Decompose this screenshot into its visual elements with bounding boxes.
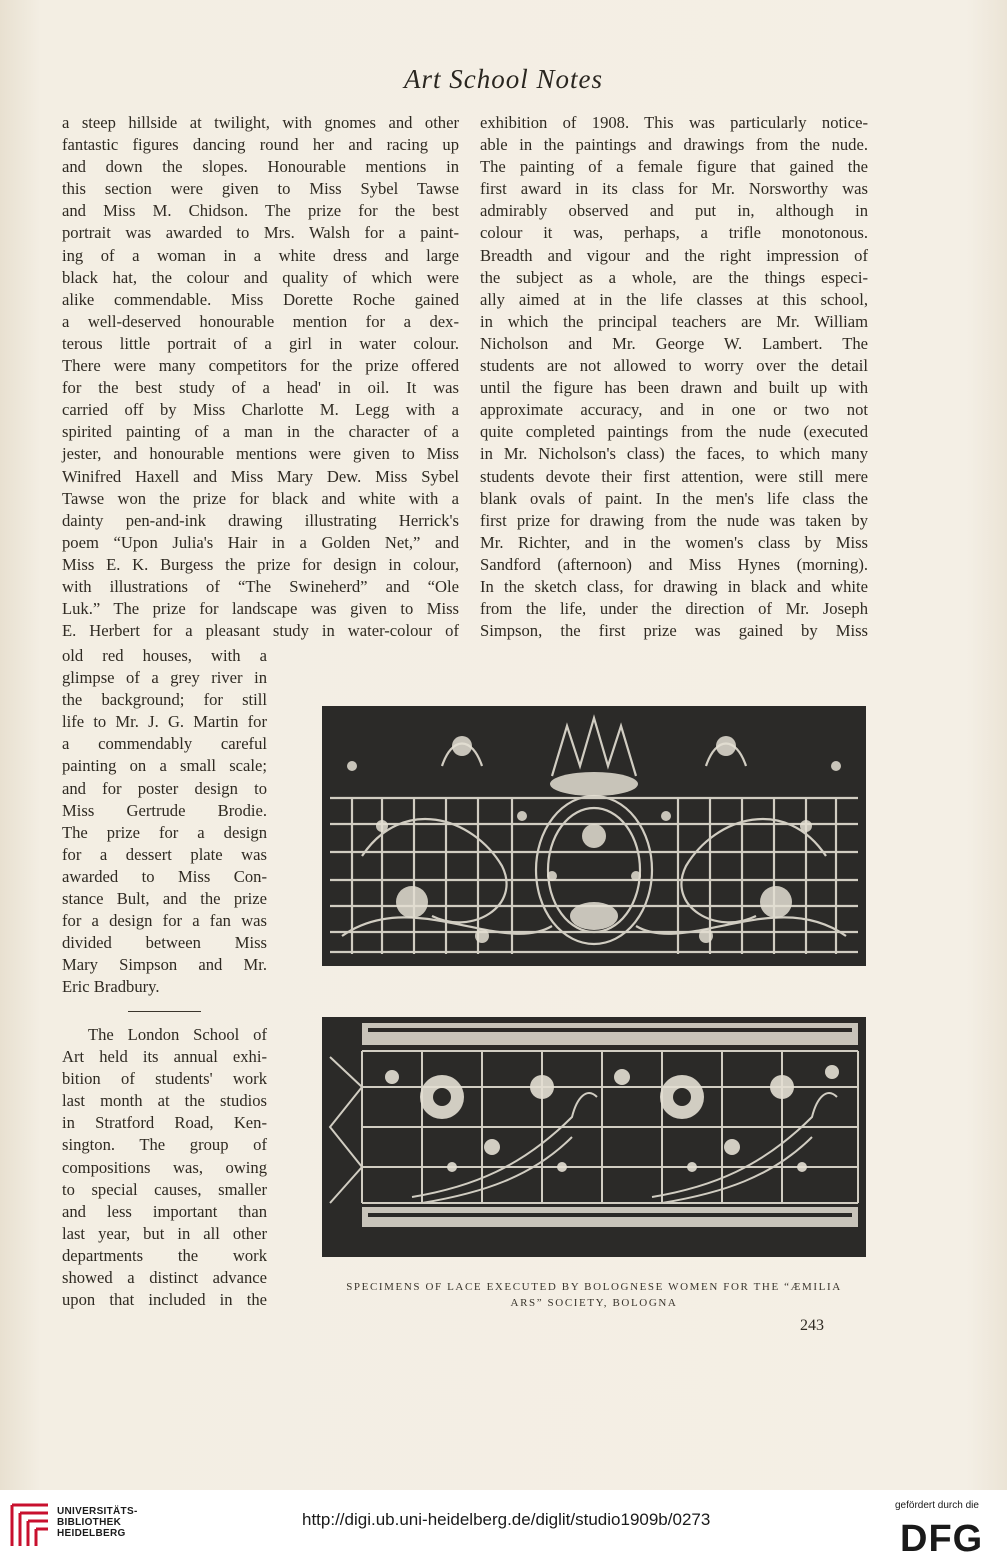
library-name-line-1: UNIVERSITÄTS- bbox=[57, 1506, 138, 1517]
text-line: departments the work bbox=[62, 1245, 267, 1265]
lace-illustration-top bbox=[322, 706, 866, 966]
text-line: old red houses, with a bbox=[62, 646, 267, 665]
text-line: and for poster design to bbox=[62, 778, 267, 798]
text-line: Tawse won the prize for black and white with a bbox=[62, 488, 459, 508]
text-line: fantastic figures dancing round her and racing up bbox=[62, 135, 459, 155]
text-line: and less important than bbox=[62, 1201, 267, 1221]
text-line: spirited painting of a man in the character of a bbox=[62, 422, 459, 442]
text-line: Luk.” The prize for landscape was given to Miss bbox=[62, 599, 459, 619]
caption-line-2: ARS” SOCIETY, BOLOGNA bbox=[510, 1297, 678, 1309]
university-library-logo-icon bbox=[10, 1503, 50, 1548]
text-line: and down the slopes. Honourable mentions in bbox=[62, 157, 459, 177]
text-line: in Mr. Nicholson's class) the faces, to which many bbox=[480, 444, 868, 464]
text-line: approximate accuracy, and in one or two not bbox=[480, 400, 868, 420]
text-line: E. Herbert for a pleasant study in water-colour of bbox=[62, 621, 459, 641]
text-line: dainty pen-and-ink drawing illustrating Herrick's bbox=[62, 510, 459, 530]
right-column bbox=[480, 112, 868, 642]
text-line: sington. The group of bbox=[62, 1135, 267, 1155]
text-line: a commendably careful bbox=[62, 734, 267, 754]
lace-bottom-svg bbox=[322, 1017, 866, 1257]
lace-top-svg bbox=[322, 706, 866, 966]
text-line: divided between Miss bbox=[62, 933, 267, 953]
left-column-top bbox=[62, 112, 459, 642]
text-line: Art held its annual exhi- bbox=[62, 1047, 267, 1067]
text-line: and Miss M. Chidson. The prize for the best bbox=[62, 201, 459, 221]
text-line: Eric Bradbury. bbox=[62, 977, 160, 997]
text-line: compositions was, owing bbox=[62, 1157, 267, 1177]
text-line: for the best study of a head' in oil. It was bbox=[62, 378, 459, 398]
text-line: The London School of bbox=[88, 1025, 267, 1044]
text-line: upon that included in the bbox=[62, 1290, 267, 1310]
text-line: The painting of a female figure that gained the bbox=[480, 157, 868, 177]
text-line: Simpson, the first prize was gained by Miss bbox=[480, 621, 868, 641]
library-name-line-2: BIBLIOTHEK bbox=[57, 1517, 122, 1528]
text-line: from the life, under the direction of Mr. Joseph bbox=[480, 599, 868, 619]
text-line: There were many competitors for the prize offered bbox=[62, 356, 459, 376]
text-line: students are not allowed to worry over the detail bbox=[480, 356, 868, 376]
text-line: Nicholson and Mr. George W. Lambert. The bbox=[480, 333, 868, 353]
text-line: exhibition of 1908. This was particularly notice- bbox=[480, 113, 868, 132]
text-line: Breadth and vigour and the right impression of bbox=[480, 245, 868, 265]
text-line: the background; for still bbox=[62, 690, 267, 710]
text-line: terous little portrait of a girl in water colour. bbox=[62, 333, 459, 353]
text-line: bition of students' work bbox=[62, 1069, 267, 1089]
text-line: black hat, the colour and quality of which were bbox=[62, 267, 459, 287]
text-line: colour it was, perhaps, a trifle monotonous. bbox=[480, 223, 868, 243]
text-line: Mary Simpson and Mr. bbox=[62, 955, 267, 975]
page-number: 243 bbox=[800, 1317, 824, 1334]
lace-illustration-bottom bbox=[322, 1017, 866, 1257]
running-head: Art School Notes bbox=[404, 64, 603, 94]
left-column-narrow bbox=[62, 645, 267, 999]
text-line: ing of a woman in a white dress and large bbox=[62, 245, 459, 265]
text-line: admirably observed and put in, although in bbox=[480, 201, 868, 221]
text-line: In the sketch class, for drawing in black and white bbox=[480, 576, 868, 596]
dfg-logo: DFG bbox=[900, 1518, 984, 1560]
text-line: with illustrations of “The Swineherd” and “Ole bbox=[62, 576, 459, 596]
text-line: Miss Gertrude Brodie. bbox=[62, 800, 267, 820]
figure-caption bbox=[318, 1279, 870, 1311]
text-line: quite completed paintings from the nude (executed bbox=[480, 422, 868, 442]
funded-by-text: gefördert durch die bbox=[895, 1500, 979, 1511]
text-line: Sandford (afternoon) and Miss Hynes (morning). bbox=[480, 554, 868, 574]
text-line: until the figure has been drawn and built up with bbox=[480, 378, 868, 398]
text-line: portrait was awarded to Mrs. Walsh for a paint- bbox=[62, 223, 459, 243]
text-line: last year, but in all other bbox=[62, 1223, 267, 1243]
text-line: showed a distinct advance bbox=[62, 1268, 267, 1288]
text-line: ally aimed at in the life classes at this school, bbox=[480, 289, 868, 309]
text-line: awarded to Miss Con- bbox=[62, 866, 267, 886]
text-line: the subject as a whole, are the things especi- bbox=[480, 267, 868, 287]
text-line: last month at the studios bbox=[62, 1091, 267, 1111]
text-line: blank ovals of paint. In the men's life class the bbox=[480, 488, 868, 508]
text-line: able in the paintings and drawings from the nude. bbox=[480, 135, 868, 155]
section-divider bbox=[128, 1011, 201, 1012]
text-line: for a design for a fan was bbox=[62, 911, 267, 931]
text-line: The prize for a design bbox=[62, 822, 267, 842]
text-line: students devote their first attention, were still mere bbox=[480, 466, 868, 486]
text-line: for a dessert plate was bbox=[62, 844, 267, 864]
library-name-line-3: HEIDELBERG bbox=[57, 1528, 126, 1539]
text-line: poem “Upon Julia's Hair in a Golden Net,” and bbox=[62, 532, 459, 552]
text-line: painting on a small scale; bbox=[62, 756, 267, 776]
text-line: to special causes, smaller bbox=[62, 1179, 267, 1199]
text-line: alike commendable. Miss Dorette Roche gained bbox=[62, 289, 459, 309]
text-line: a well-deserved honourable mention for a dex- bbox=[62, 311, 459, 331]
source-url-link[interactable]: http://digi.ub.uni-heidelberg.de/diglit/studio1909b/0273 bbox=[302, 1510, 711, 1529]
text-line: in Stratford Road, Ken- bbox=[62, 1113, 267, 1133]
text-line: Mr. Richter, and in the women's class by Miss bbox=[480, 532, 868, 552]
text-line: life to Mr. J. G. Martin for bbox=[62, 712, 267, 732]
caption-line-1: SPECIMENS OF LACE EXECUTED BY BOLOGNESE WOMEN FOR THE “ÆMILIA bbox=[346, 1281, 842, 1293]
text-line: Miss E. K. Burgess the prize for design in colour, bbox=[62, 554, 459, 574]
text-line: Winifred Haxell and Miss Mary Dew. Miss Sybel bbox=[62, 466, 459, 486]
library-name bbox=[57, 1506, 138, 1539]
text-line: stance Bult, and the prize bbox=[62, 889, 267, 909]
text-line: a steep hillside at twilight, with gnomes and other bbox=[62, 113, 459, 132]
text-line: in which the principal teachers are Mr. William bbox=[480, 311, 868, 331]
text-line: first award in its class for Mr. Norsworthy was bbox=[480, 179, 868, 199]
text-line: jester, and honourable mentions were given to Miss bbox=[62, 444, 459, 464]
text-line: carried off by Miss Charlotte M. Legg with a bbox=[62, 400, 459, 420]
text-line: glimpse of a grey river in bbox=[62, 668, 267, 688]
left-column-narrow-second bbox=[62, 1024, 267, 1311]
text-line: this section were given to Miss Sybel Tawse bbox=[62, 179, 459, 199]
text-line: first prize for drawing from the nude was taken by bbox=[480, 510, 868, 530]
